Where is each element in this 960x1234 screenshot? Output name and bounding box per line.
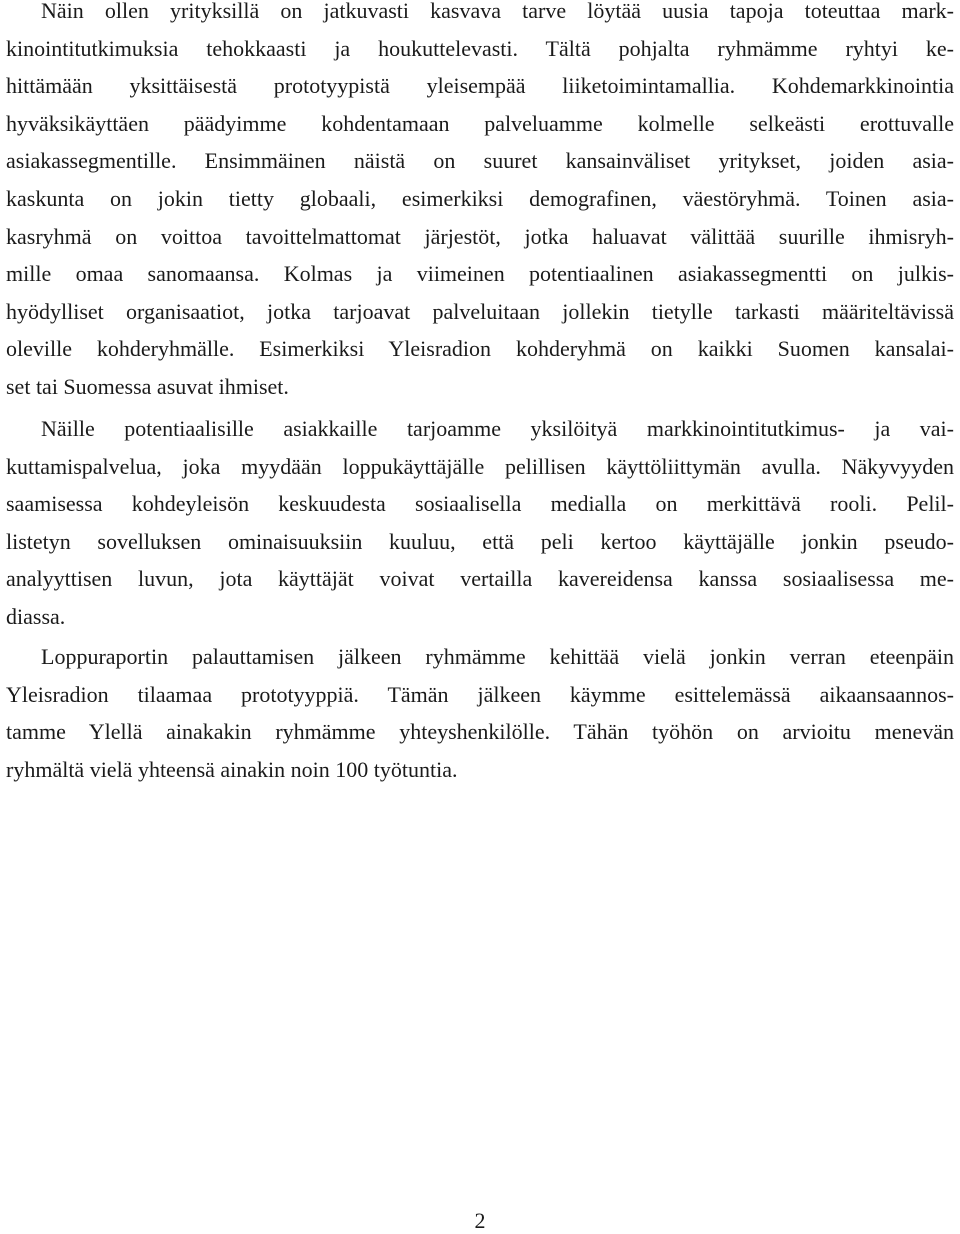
text-line: Näin ollen yrityksillä on jatkuvasti kasvava tarve löytää uusia tapoja toteuttaa mark- xyxy=(41,0,954,23)
text-line: Yleisradion tilaamaa prototyyppiä. Tämän jälkeen käymme esittelemässä aikaansaannos- xyxy=(6,681,954,707)
text-line: hittämään yksittäisestä prototyypistä yleisempää liiketoimintamallia. Kohdemarkkinointia xyxy=(6,73,954,99)
text-line: kuttamispalvelua, joka myydään loppukäyttäjälle pelillisen käyttöliittymän avulla. Näkyvyyden xyxy=(6,453,954,479)
paragraph-1 xyxy=(6,0,954,406)
text-line: hyväksikäyttäen päädyimme kohdentamaan palveluamme kolmelle selkeästi erottuvalle xyxy=(6,110,954,136)
text-line: kasryhmä on voittoa tavoittelmattomat järjestöt, jotka haluavat välittää suurille ihmisryh- xyxy=(6,223,954,249)
paragraph-2 xyxy=(6,410,954,636)
text-line: mille omaa sanomaansa. Kolmas ja viimeinen potentiaalinen asiakassegmentti on julkis- xyxy=(6,261,954,287)
text-line: diassa. xyxy=(6,603,66,629)
text-line: hyödylliset organisaatiot, jotka tarjoavat palveluitaan jollekin tietylle tarkasti määriteltävissä xyxy=(6,298,954,324)
text-line: Loppuraportin palauttamisen jälkeen ryhmämme kehittää vielä jonkin verran eteenpäin xyxy=(41,644,954,669)
text-line: analyyttisen luvun, jota käyttäjät voivat vertailla kavereidensa kanssa sosiaalisessa me- xyxy=(6,566,954,592)
text-line: saamisessa kohdeyleisön keskuudesta sosiaalisella medialla on merkittävä rooli. Pelil- xyxy=(6,491,954,517)
text-line: Näille potentiaalisille asiakkaille tarjoamme yksilöityä markkinointitutkimus- ja vai- xyxy=(41,416,954,441)
text-line: tamme Ylellä ainakakin ryhmämme yhteyshenkilölle. Tähän työhön on arvioitu menevän xyxy=(6,719,954,745)
text-line: kaskunta on jokin tietty globaali, esimerkiksi demografinen, väestöryhmä. Toinen asia- xyxy=(6,185,954,211)
text-line: asiakassegmentille. Ensimmäinen näistä on suuret kansainväliset yritykset, joiden asia- xyxy=(6,148,954,174)
text-line: ryhmältä vielä yhteensä ainakin noin 100 työtuntia. xyxy=(6,756,458,782)
text-line: listetyn sovelluksen ominaisuuksiin kuuluu, että peli kertoo käyttäjälle jonkin pseudo- xyxy=(6,528,954,554)
text-line: set tai Suomessa asuvat ihmiset. xyxy=(6,373,289,399)
text-line: kinointitutkimuksia tehokkaasti ja houkuttelevasti. Tältä pohjalta ryhmämme ryhtyi ke- xyxy=(6,35,954,61)
text-line: oleville kohderyhmälle. Esimerkiksi Yleisradion kohderyhmä on kaikki Suomen kansalai- xyxy=(6,336,954,362)
page-number: 2 xyxy=(474,1208,486,1233)
paragraph-3 xyxy=(6,638,954,788)
